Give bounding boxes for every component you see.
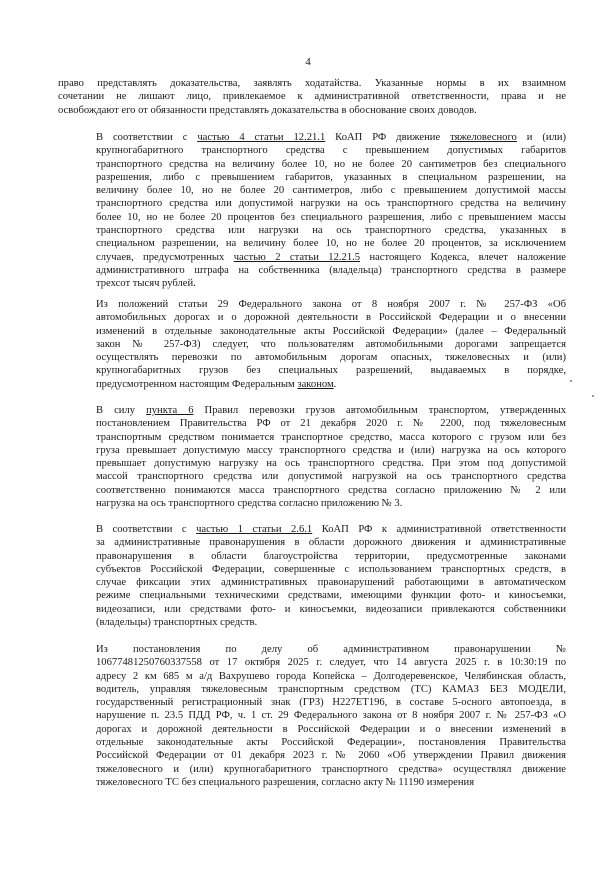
text-line: нагрузка на ось транспортного средства согласно приложению № 3. — [96, 498, 403, 510]
paragraph-resolution — [58, 643, 566, 789]
text-line: осуществлять перевозки по автомобильным дорогам опасных, тяжеловесных и (или) — [96, 352, 566, 364]
text-line: освобождают его от обязанности представлять доказательства в обоснование своих доводов. — [58, 104, 477, 116]
legal-reference-link[interactable]: законом — [297, 378, 334, 390]
text-line: транспортного средства или нагрузки на ось транспортного средства, указанных в — [96, 225, 566, 237]
text-line: (владельцы) транспортных средств. — [96, 617, 258, 629]
paragraph-koap-12-21-1 — [58, 131, 566, 291]
text-line: за административные правонарушения в области дорожного движения и административные — [96, 537, 566, 549]
text-line: адресу 2 км 685 м а/д Вахрушево города Копейска – Долгодеревенское, Челябинская область, — [96, 670, 566, 682]
text-line: автомобильных дорогах и о дорожной деятельности в Российской Федерации и о внесении — [96, 312, 566, 324]
text-line: сочетании не лишают лицо, привлекаемое к административной ответственности, права и не — [58, 91, 566, 103]
page-number: 4 — [305, 56, 311, 68]
text-line: более 10, но не более 20 процентов без специального разрешения, либо с превышением массы — [96, 211, 566, 223]
text-line: водитель, управляя тяжеловесным транспортным средством (ТС) КАМАЗ БЕЗ МОДЕЛИ, — [96, 683, 566, 695]
text-line: транспортного средства или допустимой нагрузки на ось транспортного средства на величину — [96, 198, 566, 210]
scan-speck — [592, 395, 594, 397]
paragraph-rights-evidence — [58, 77, 566, 117]
text-line: видеозаписи, или средствами фото- и киносъемки, видеозаписи привлекаются собственники — [96, 603, 566, 615]
text-line: дорогах и дорожной деятельности в Российской Федерации и о внесении изменений в — [96, 723, 566, 735]
text-line: субъектов Российской Федерации, совершенные с использованием транспортных средств, в — [96, 563, 566, 575]
text-line: случаев, предусмотренных частью 2 статьи 12.21.5 настоящего Кодекса, влечет наложение — [96, 251, 566, 263]
paragraph-koap-2-6-1 — [58, 523, 566, 629]
text-line: право представлять доказательства, заявлять ходатайства. Указанные нормы в их взаимном — [58, 78, 566, 89]
text-line: превышает допустимую нагрузку на ось транспортного средства. При этом под допустимой — [96, 458, 566, 470]
text-line: транспортным средством понимается транспортное средство, масса которого с грузом или без — [96, 431, 566, 443]
text-line: В соответствии с частью 4 статьи 12.21.1 КоАП РФ движение тяжеловесного и (или) — [96, 132, 567, 143]
text-line: величину более 10, но не более 20 сантиметров, либо с превышением допустимой массы — [96, 185, 566, 197]
text-line: крупногабаритного транспортного средства с превышением допустимых габаритов — [96, 145, 566, 157]
text-line: правонарушения в области благоустройства территории, предусмотренные законами — [96, 550, 566, 562]
legal-reference-link[interactable]: частью 4 статьи 12.21.1 — [197, 132, 326, 143]
text-line: Из постановления по делу об административном правонарушении № — [96, 644, 566, 655]
text-line: постановлением Правительства РФ от 21 декабря 2020 г. № 2200, под тяжеловесным — [96, 418, 566, 430]
text-line: предусмотренном настоящим Федеральным законом. — [96, 378, 337, 390]
text-line: Из положений статьи 29 Федерального закона от 8 ноября 2007 г. № 257-ФЗ «Об — [96, 299, 566, 310]
text-line: специальном разрешении, на величину более 10, но не более 20 процентов, за исключением — [96, 238, 566, 250]
legal-reference-link[interactable]: тяжеловесного — [450, 132, 517, 143]
text-line: трехсот тысяч рублей. — [96, 278, 196, 290]
text-line: закон № 257-ФЗ) следует, что пользователям автомобильными дорогами запрещается — [96, 338, 566, 350]
text-line: разрешения, либо с превышением габаритов, указанных в специальном разрешении, на — [96, 171, 566, 183]
text-line: 10677481250760337558 от 17 октября 2025 г. следует, что 14 августа 2025 г. в 10:30:19 по — [96, 657, 566, 669]
text-line: крупногабаритных грузов без специальных разрешений, выдаваемых в порядке, — [96, 365, 566, 377]
text-line: груза превышает допустимую массу транспортного средства и (или) нагрузка на ось которого — [96, 444, 566, 456]
text-line: В силу пункта 6 Правил перевозки грузов автомобильным транспортом, утвержденных — [96, 405, 566, 416]
text-line: тяжеловесного и (или) крупногабаритного транспортного средства» осуществлял движение — [96, 763, 566, 775]
text-line: соответственно понимаются масса транспортного средства согласно приложению № 2 или — [96, 484, 566, 496]
text-line: транспортного средства на величину более 10, но не более 20 сантиметров без специального — [96, 158, 566, 170]
text-line: изменений в отдельные законодательные акты Российской Федерации» (далее – Федеральный — [96, 325, 566, 337]
legal-reference-link[interactable]: частью 2 статьи 12.21.5 — [233, 251, 361, 263]
legal-reference-link[interactable]: частью 1 статьи 2.6.1 — [196, 524, 313, 535]
paragraph-federal-law-257 — [58, 298, 566, 391]
text-line: отдельные законодательные акты Российской Федерации», постановления Правительства — [96, 737, 566, 749]
text-line: государственный регистрационный знак (ГРЗ) Н227ЕТ196, в составе 5-осного автопоезда, в — [96, 697, 566, 709]
text-line: случае фиксации этих административных правонарушений работающими в автоматическом — [96, 577, 566, 589]
text-line: административного штрафа на собственника (владельца) транспортного средства в размере — [96, 264, 566, 276]
text-line: Российской Федерации от 01 декабря 2023 г. № 2060 «Об утверждении Правил движения — [96, 750, 566, 762]
text-line: массой транспортного средства или допустимой нагрузкой на ось транспортного средства — [96, 471, 566, 483]
text-line: нарушение п. 23.5 ПДД РФ, ч. 1 ст. 29 Федерального закона от 8 ноября 2007 г. № 257-ФЗ «О — [96, 710, 566, 722]
paragraph-cargo-rules — [58, 404, 566, 510]
scan-speck — [570, 380, 572, 382]
legal-reference-link[interactable]: пункта 6 — [146, 405, 194, 416]
text-line: тяжеловесного ТС без специального разрешения, согласно акту № 11190 измерения — [96, 776, 475, 788]
text-line: режиме специальными техническими средствами, имеющими функции фото- и киносъемки, — [96, 590, 566, 602]
text-line: В соответствии с частью 1 статьи 2.6.1 КоАП РФ к административной ответственности — [96, 524, 567, 535]
